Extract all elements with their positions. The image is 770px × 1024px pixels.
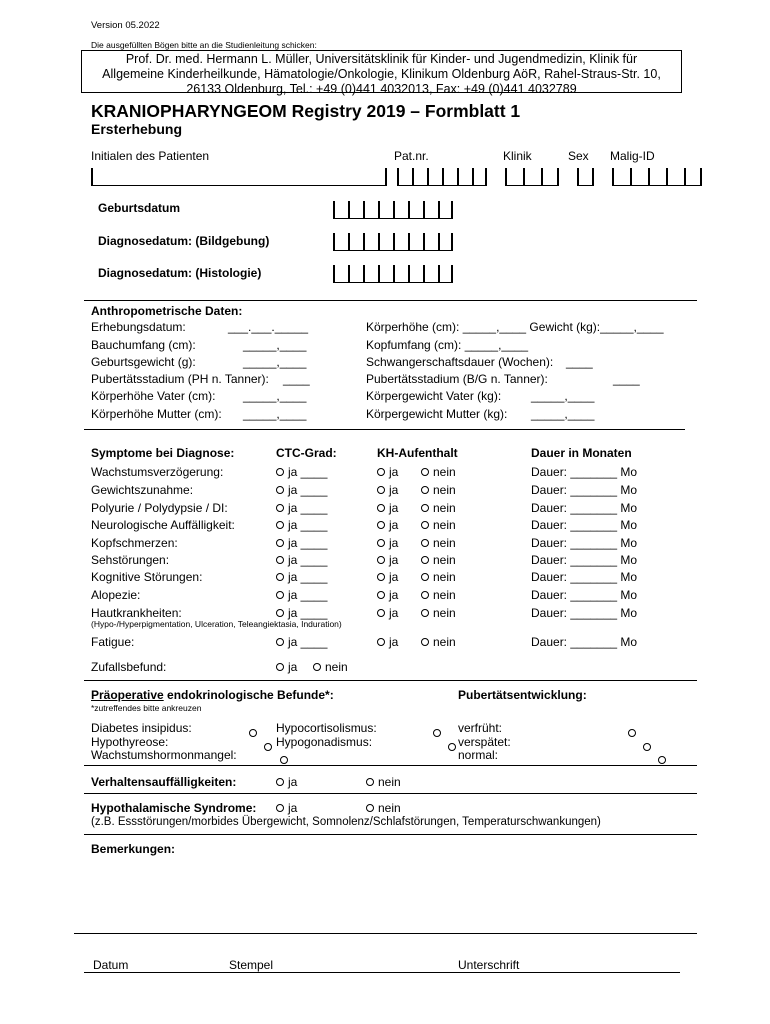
- duration-field[interactable]: Dauer: _______ Mo: [531, 501, 638, 515]
- address-line: Allgemeine Kinderheilkunde, Hämatologie/Onkologie, Klinikum Oldenburg AöR, Rahel-Straus-Str. 10,: [102, 67, 661, 81]
- preop-item: Hypogonadismus:: [276, 735, 373, 749]
- remarks-area[interactable]: [91, 860, 691, 930]
- radio-icon: [421, 609, 429, 617]
- duration-field[interactable]: Dauer: _______ Mo: [531, 465, 638, 479]
- ctc-ja[interactable]: [276, 536, 327, 550]
- anthro-label: Kopfumfang (cm): _____,____: [366, 338, 529, 352]
- duration-field[interactable]: Dauer: _______ Mo: [531, 606, 638, 620]
- anthro-label: Körperhöhe Vater (cm):: [91, 389, 216, 403]
- anthro-label: Bauchumfang (cm):: [91, 338, 196, 352]
- diag-imaging-label: Diagnosedatum: (Bildgebung): [98, 234, 270, 248]
- radio-icon: [421, 486, 429, 494]
- date-label: Datum: [93, 958, 129, 972]
- duration-field[interactable]: Dauer: _______ Mo: [531, 588, 638, 602]
- birthdate-input[interactable]: [333, 201, 453, 219]
- radio-icon: [377, 591, 385, 599]
- preop-note: *zutreffendes bitte ankreuzen: [91, 703, 202, 713]
- puberty-normal-radio[interactable]: [658, 756, 666, 764]
- anthro-blank[interactable]: ____: [613, 372, 640, 386]
- radio-icon: [377, 609, 385, 617]
- radio-icon: [421, 468, 429, 476]
- symptom-label: Polyurie / Polydypsie / DI:: [91, 501, 228, 515]
- puberty-early-radio[interactable]: [628, 729, 636, 737]
- klinik-input[interactable]: [505, 168, 559, 186]
- radio-icon: [421, 539, 429, 547]
- anthro-blank[interactable]: ____: [566, 355, 593, 369]
- hypocortisolismus-radio[interactable]: [433, 729, 441, 737]
- radio-icon: [377, 573, 385, 581]
- address-box: [81, 50, 682, 96]
- radio-icon: [276, 556, 284, 564]
- stamp-label: Stempel: [229, 958, 274, 972]
- ctc-ja[interactable]: [276, 570, 327, 584]
- kh-nein[interactable]: [421, 518, 456, 532]
- address-line: 26133 Oldenburg, Tel.: +49 (0)441 4032013, Fax: +49 (0)441 4032789: [186, 82, 577, 96]
- ctc-ja[interactable]: [276, 465, 327, 479]
- ctc-ja[interactable]: [276, 518, 327, 532]
- hypogonadismus-radio[interactable]: [448, 743, 456, 751]
- dauer-heading: Dauer in Monaten: [531, 446, 632, 460]
- puberty-item: normal:: [458, 748, 499, 762]
- diabetes-radio[interactable]: [249, 729, 257, 737]
- duration-field[interactable]: Dauer: _______ Mo: [531, 483, 638, 497]
- kh-ja-label: ja: [389, 536, 399, 550]
- kh-ja[interactable]: [377, 553, 398, 567]
- diag-histo-label: Diagnosedatum: (Histologie): [98, 266, 262, 280]
- diag-histo-input[interactable]: [333, 265, 453, 283]
- form-title: KRANIOPHARYNGEOM Registry 2019 – Formblatt 1: [91, 101, 521, 121]
- radio-icon: [276, 539, 284, 547]
- ctc-ja[interactable]: [276, 483, 327, 497]
- hypothalamic-label: Hypothalamische Syndrome:: [91, 801, 257, 815]
- puberty-late-radio[interactable]: [643, 743, 651, 751]
- kh-ja[interactable]: [377, 588, 398, 602]
- klinik-label: Klinik: [503, 149, 532, 163]
- symptom-label: Wachstumsverzögerung:: [91, 465, 224, 479]
- nein-label: nein: [325, 660, 348, 674]
- radio-icon: [421, 504, 429, 512]
- maligid-input[interactable]: [612, 168, 702, 186]
- ctc-ja-label: ja ____: [288, 536, 328, 550]
- ctc-ja[interactable]: [276, 606, 327, 620]
- preop-heading: [91, 688, 334, 702]
- kh-ja[interactable]: [377, 465, 398, 479]
- kh-nein[interactable]: [421, 553, 456, 567]
- kh-nein-label: nein: [433, 483, 456, 497]
- kh-nein-label: nein: [433, 465, 456, 479]
- hypothyreose-radio[interactable]: [264, 743, 272, 751]
- divider: [84, 680, 697, 681]
- ctc-ja[interactable]: [276, 501, 327, 515]
- kh-ja-label: ja: [389, 635, 399, 649]
- kh-nein-label: nein: [433, 553, 456, 567]
- ctc-ja-label: ja ____: [288, 518, 328, 532]
- initials-label: Initialen des Patienten: [91, 149, 210, 163]
- ctc-ja-label: ja ____: [288, 570, 328, 584]
- kh-ja-label: ja: [389, 606, 399, 620]
- diag-imaging-input[interactable]: [333, 233, 453, 251]
- kh-nein[interactable]: [421, 536, 456, 550]
- whm-radio[interactable]: [280, 756, 288, 764]
- radio-icon: [366, 804, 374, 812]
- radio-icon: [421, 521, 429, 529]
- anthro-label: Körperhöhe Mutter (cm):: [91, 407, 222, 421]
- puberty-item: verfrüht:: [458, 721, 503, 735]
- patnr-label: Pat.nr.: [394, 149, 429, 163]
- radio-icon: [377, 486, 385, 494]
- symptoms-heading: Symptome bei Diagnose:: [91, 446, 235, 460]
- remarks-label: Bemerkungen:: [91, 842, 176, 856]
- kh-nein-label: nein: [433, 501, 456, 515]
- kh-ja[interactable]: [377, 570, 398, 584]
- radio-icon: [377, 539, 385, 547]
- hypothalamic-note: (z.B. Essstörungen/morbides Übergewicht, Somnolenz/Schlafstörungen, Temperaturschwankungen): [91, 816, 601, 828]
- puberty-heading: Pubertätsentwicklung:: [458, 688, 587, 702]
- anthro-blank[interactable]: _____,____: [243, 389, 307, 403]
- kh-ja-label: ja: [389, 518, 399, 532]
- divider: [84, 300, 697, 301]
- radio-icon: [276, 521, 284, 529]
- duration-field[interactable]: Dauer: _______ Mo: [531, 570, 638, 584]
- anthro-heading: Anthropometrische Daten:: [91, 304, 243, 318]
- preop-heading-u: Präoperative: [91, 688, 164, 702]
- behavior-ja[interactable]: [276, 775, 297, 789]
- radio-icon: [276, 573, 284, 581]
- ctc-ja-label: ja ____: [288, 483, 328, 497]
- kh-ja-label: ja: [389, 588, 399, 602]
- kh-ja-label: ja: [389, 570, 399, 584]
- kh-ja[interactable]: [377, 518, 398, 532]
- anthro-blank[interactable]: _____,____: [243, 338, 307, 352]
- symptom-label: Kopfschmerzen:: [91, 536, 178, 550]
- kh-ja[interactable]: [377, 501, 398, 515]
- incidental-label: Zufallsbefund:: [91, 660, 167, 674]
- kh-nein-label: nein: [433, 635, 456, 649]
- ja-label: ja: [288, 801, 298, 815]
- incidental-ja[interactable]: [276, 660, 297, 674]
- address-line: Prof. Dr. med. Hermann L. Müller, Universitätsklinik für Kinder- und Jugendmedizin, Klinik für: [125, 52, 638, 66]
- puberty-item: verspätet:: [458, 735, 511, 749]
- kh-ja-label: ja: [389, 483, 399, 497]
- preop-item: Wachstumshormonmangel:: [91, 748, 237, 762]
- radio-icon: [276, 778, 284, 786]
- radio-icon: [421, 556, 429, 564]
- duration-field[interactable]: Dauer: _______ Mo: [531, 635, 638, 649]
- symptom-label: Fatigue:: [91, 635, 135, 649]
- radio-icon: [377, 468, 385, 476]
- radio-icon: [276, 638, 284, 646]
- incidental-nein[interactable]: [313, 660, 348, 674]
- anthro-blank[interactable]: _____,____: [243, 355, 307, 369]
- preop-heading-rest: endokrinologische Befunde*:: [163, 688, 334, 702]
- anthro-blank[interactable]: ____: [283, 372, 310, 386]
- ctc-ja[interactable]: [276, 635, 327, 649]
- ctc-ja-label: ja ____: [288, 635, 328, 649]
- radio-icon: [421, 591, 429, 599]
- sex-input[interactable]: [577, 168, 594, 186]
- kh-heading: KH-Aufenthalt: [377, 446, 458, 460]
- radio-icon: [276, 591, 284, 599]
- kh-nein[interactable]: [421, 501, 456, 515]
- nein-label: nein: [378, 801, 401, 815]
- anthro-label: Pubertätsstadium (PH n. Tanner):: [91, 372, 269, 386]
- anthro-label: Pubertätsstadium (B/G n. Tanner):: [366, 372, 548, 386]
- symptom-label: Hautkrankheiten:: [91, 606, 182, 620]
- preop-item: Hypothyreose:: [91, 735, 169, 749]
- radio-icon: [377, 521, 385, 529]
- symptom-label: Neurologische Auffälligkeit:: [91, 518, 235, 532]
- ctc-ja-label: ja ____: [288, 553, 328, 567]
- send-note: Die ausgefüllten Bögen bitte an die Studienleitung schicken:: [91, 40, 317, 50]
- kh-nein[interactable]: [421, 606, 456, 620]
- duration-field[interactable]: Dauer: _______ Mo: [531, 536, 638, 550]
- birthdate-label: Geburtsdatum: [98, 201, 181, 215]
- kh-nein-label: nein: [433, 570, 456, 584]
- kh-nein-label: nein: [433, 518, 456, 532]
- anthro-label: Körpergewicht Mutter (kg):: [366, 407, 508, 421]
- anthro-blank[interactable]: _____,____: [243, 407, 307, 421]
- anthro-blank[interactable]: _____,____: [531, 389, 595, 403]
- divider: [74, 933, 697, 934]
- radio-icon: [421, 638, 429, 646]
- symptom-label: Sehstörungen:: [91, 553, 170, 567]
- preop-item: Hypocortisolismus:: [276, 721, 377, 735]
- radio-icon: [276, 486, 284, 494]
- maligid-label: Malig-ID: [610, 149, 655, 163]
- signature-label: Unterschrift: [458, 958, 520, 972]
- behavior-nein[interactable]: [366, 775, 401, 789]
- kh-ja-label: ja: [389, 553, 399, 567]
- ctc-ja[interactable]: [276, 588, 327, 602]
- radio-icon: [276, 468, 284, 476]
- kh-ja[interactable]: [377, 483, 398, 497]
- kh-ja[interactable]: [377, 536, 398, 550]
- kh-nein-label: nein: [433, 588, 456, 602]
- anthro-blank[interactable]: ___.___._____: [228, 320, 309, 334]
- radio-icon: [377, 638, 385, 646]
- radio-icon: [421, 573, 429, 581]
- radio-icon: [276, 609, 284, 617]
- nein-label: nein: [378, 775, 401, 789]
- anthro-label: Schwangerschaftsdauer (Wochen):: [366, 355, 554, 369]
- kh-nein[interactable]: [421, 588, 456, 602]
- radio-icon: [377, 556, 385, 564]
- kh-ja[interactable]: [377, 606, 398, 620]
- duration-field[interactable]: Dauer: _______ Mo: [531, 553, 638, 567]
- radio-icon: [276, 504, 284, 512]
- kh-ja-label: ja: [389, 501, 399, 515]
- anthro-blank[interactable]: _____,____: [531, 407, 595, 421]
- ctc-ja-label: ja ____: [288, 588, 328, 602]
- radio-icon: [276, 804, 284, 812]
- radio-icon: [366, 778, 374, 786]
- initials-input[interactable]: [91, 168, 387, 186]
- ja-label: ja: [288, 660, 298, 674]
- form-subtitle: Ersterhebung: [91, 121, 183, 137]
- radio-icon: [313, 663, 321, 671]
- divider: [84, 793, 697, 794]
- kh-nein[interactable]: [421, 465, 456, 479]
- sex-label: Sex: [568, 149, 589, 163]
- kh-nein[interactable]: [421, 570, 456, 584]
- duration-field[interactable]: Dauer: _______ Mo: [531, 518, 638, 532]
- symptom-label: Kognitive Störungen:: [91, 570, 203, 584]
- skin-note: (Hypo-/Hyperpigmentation, Ulceration, Teleangiektasia, Induration): [91, 619, 342, 629]
- ja-label: ja: [288, 775, 298, 789]
- divider: [84, 834, 697, 835]
- kh-ja[interactable]: [377, 635, 398, 649]
- ctc-heading: CTC-Grad:: [276, 446, 337, 460]
- ctc-ja[interactable]: [276, 553, 327, 567]
- version-label: Version 05.2022: [91, 20, 160, 31]
- ctc-ja-label: ja ____: [288, 606, 328, 620]
- kh-nein-label: nein: [433, 606, 456, 620]
- kh-ja-label: ja: [389, 465, 399, 479]
- preop-item: Diabetes insipidus:: [91, 721, 192, 735]
- behavior-label: Verhaltensauffälligkeiten:: [91, 775, 237, 789]
- ctc-ja-label: ja ____: [288, 501, 328, 515]
- radio-icon: [276, 663, 284, 671]
- symptom-label: Gewichtszunahme:: [91, 483, 194, 497]
- kh-nein[interactable]: [421, 483, 456, 497]
- anthro-label: Erhebungsdatum:: [91, 320, 186, 334]
- patnr-input[interactable]: [397, 168, 487, 186]
- kh-nein[interactable]: [421, 635, 456, 649]
- symptom-label: Alopezie:: [91, 588, 141, 602]
- radio-icon: [377, 504, 385, 512]
- divider: [84, 765, 697, 766]
- ctc-ja-label: ja ____: [288, 465, 328, 479]
- hypothalamic-ja[interactable]: [276, 801, 297, 815]
- anthro-label: Körperhöhe (cm): _____,____ Gewicht (kg):_____,____: [366, 320, 664, 334]
- anthro-label: Geburtsgewicht (g):: [91, 355, 196, 369]
- anthro-label: Körpergewicht Vater (kg):: [366, 389, 502, 403]
- kh-nein-label: nein: [433, 536, 456, 550]
- divider: [84, 429, 685, 430]
- hypothalamic-nein[interactable]: [366, 801, 401, 815]
- signature-line: [84, 972, 680, 973]
